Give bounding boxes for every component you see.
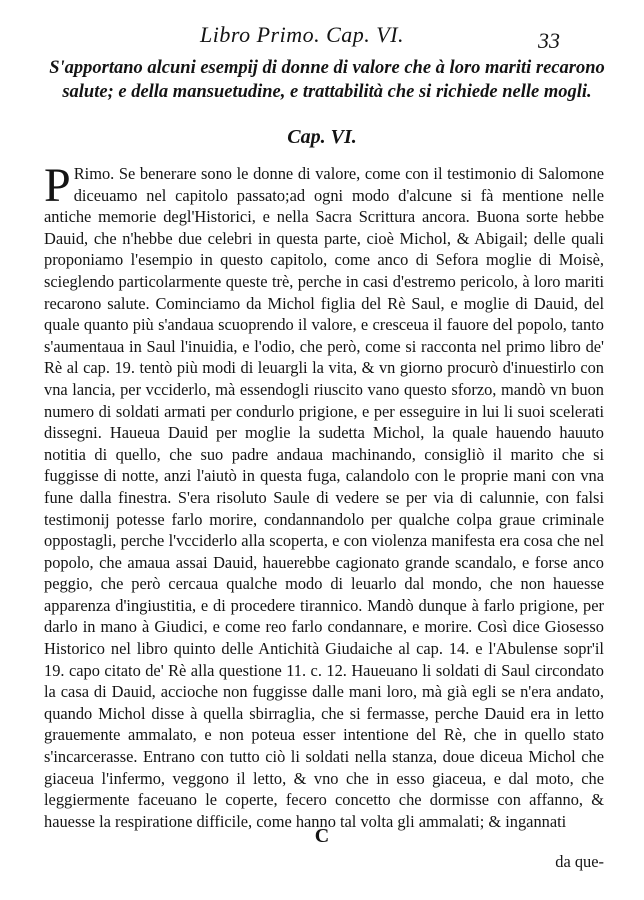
signature-mark: C [314,825,330,847]
running-head: Libro Primo. Cap. VI. [200,22,405,47]
chapter-heading: S'apportano alcuni esempij di donne di valore che à loro mariti recarono salute; e della mansuetudine, e trattabilità che si richiede nelle mogli. [49,58,605,102]
catchword: da que- [555,852,604,871]
page-number: 33 [538,28,560,53]
body-text: Rimo. Se benerare sono le donne di valore, come con il testimonio di Salomone diceuamo nel capitolo passato;ad ogni modo d'alcune si fà mentione nelle antiche memorie degl'Historici, e nella Sacra Scrittura ancora. Buona sorte hebbe Dauid, che n'hebbe due celebri in questa parte, cioè Michol, & Abigail; delle quali proponiamo l'esempio in questo capitolo, come anco di Sefora moglie di Moisè, scieglendo particolarmente queste trè, perche in casi d'estremo pericolo, à loro mariti recarono salute. Cominciamo da Michol figlia del Rè Saul, e moglie di Dauid, del quale quanto più s'andaua scuoprendo il valore, e cresceua il fauore del popolo, tanto s'aumentaua in Saul l'inuidia, e l'odio, che però, come si racconta nel primo libro de' Rè al cap. 19. tentò più modi di leuargli la vita, & vn giorno procurò d'inuestirlo con vna lancia, per vcciderlo, mà essendogli riuscito vano questo sforzo, mandò vn buon numero di soldati armati per condurlo prigione, e per esseguire in lui li suoi scelerati dissegni. Haueua Dauid per moglie la sudetta Michol, la quale hauendo hauuto notitia di quello, che suo padre andaua machinando, consigliò il marito che si fuggisse di notte, anzi l'aiutò in questa fuga, calandolo con le proprie mani con vna fune dalla finestra. S'era risoluto Saule di vedere se per via di calunnie, con falsi testimonij potesse farlo morire, condannandolo per qualche colpa graue criminale oppostagli, perche l'vcciderlo alla scoperta, e con violenza manifesta era cosa che nel popolo, che amaua assai Dauid, hauerebbe cagionato grande scandalo, e forse anco peggio, che però cercaua qualche modo di leuarlo dal mondo, che non hauesse apparenza d'ingiustitia, e di procedere tirannico. Mandò dunque à farlo prigione, per darlo in mano à Giudici, e come reo farlo condannare, e morire. Così dice Giosesso Historico nel libro quinto delle Antichità Giudaiche al cap. 14. e l'Abulense sopr'il 19. capo citato de' Rè alla questione 11. c. 12. Haueuano li soldati di Saul circondato la casa di Dauid, accioche non fuggisse dalle mani loro, mà già egli se n'era andato, quando Michol disse à quella sbirraglia, che si fermasse, perche Dauid era in letto grauemente ammalato, e non poteua esser intentione del Rè, che in quello stato s'incarcerasse. Entrano con tutto ciò li soldati nella stanza, doue diceua Michol che giaceua l'infermo, veggono il letto, & vno che in esso giaceua, e dal moto, che leggiermente faceuano le coperte, fecero concetto che dormisse con affanno, & hauesse la respiratione difficile, come hanno tal volta gli ammalati; & ingannati [44,164,604,831]
drop-cap: P [44,159,71,212]
body-paragraph [44,159,604,832]
chapter-label: Cap. VI. [287,126,357,148]
